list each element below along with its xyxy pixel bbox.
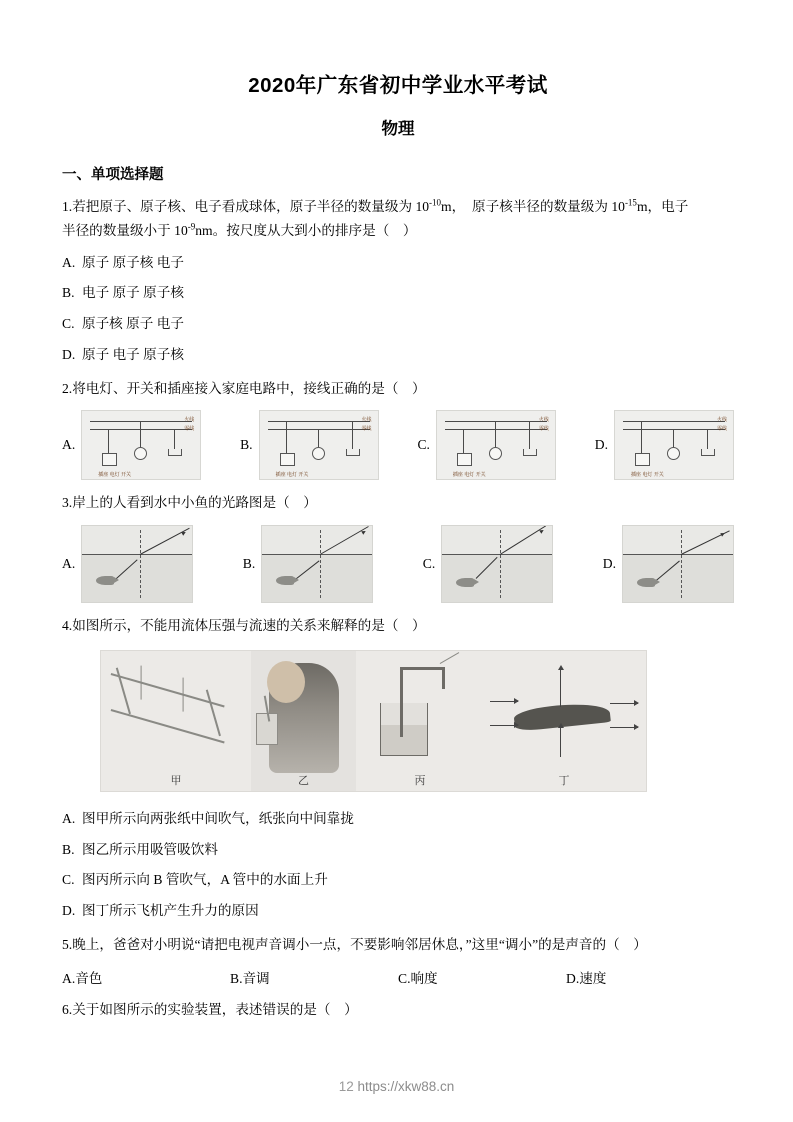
q5-option-a-label: A. — [62, 970, 76, 986]
q3-option-a[interactable] — [62, 525, 193, 603]
q1-option-a[interactable] — [62, 252, 734, 274]
q1-sup2: -15 — [624, 197, 637, 208]
figure-panel-jia — [101, 651, 251, 791]
circuit-diagram-b — [259, 410, 379, 480]
circuit-a-live-label: 火线 — [184, 417, 195, 424]
q1-option-a-label: A. — [62, 254, 76, 270]
circuit-b-neutral-label: 零线 — [361, 426, 372, 433]
q1-option-c-text: 原子核 原子 电子 — [82, 316, 184, 332]
q5-option-b-text: 音调 — [242, 970, 270, 986]
page-number: 12 — [338, 1079, 354, 1094]
q4-option-a[interactable] — [62, 808, 734, 830]
circuit-c-neutral-label: 零线 — [538, 426, 549, 433]
q1-number: 1. — [62, 199, 73, 214]
circuit-b-parts-label: 插座 电灯 开关 — [275, 472, 309, 479]
document-title: 2020年广东省初中学业水平考试 — [248, 74, 548, 97]
q6-number: 6. — [62, 1001, 73, 1017]
question-5-stem — [62, 933, 734, 957]
q5-options-row — [62, 967, 734, 987]
q4-option-c[interactable] — [62, 869, 734, 891]
circuit-c-live-label: 火线 — [538, 417, 549, 424]
document-subtitle: 物理 — [381, 120, 415, 138]
q1-option-c-label: C. — [62, 316, 75, 332]
q1-sup1: -10 — [429, 197, 442, 208]
circuit-diagram-c — [436, 410, 556, 480]
q5-stem-text: 晚上，爸爸对小明说“请把电视声音调小一点，不要影响邻居休息，”这里“调小”的是声音的（ ） — [72, 936, 647, 952]
q2-option-a-label: A. — [62, 437, 76, 453]
q1-stem-part1: 若把原子、原子核、电子看成球体，原子半径的数量级为 10 — [72, 199, 430, 214]
q1-stem-line2-part2: nm。按尺度从大到小的排序是（ ） — [195, 222, 417, 238]
q5-option-c-label: C. — [398, 970, 411, 986]
circuit-d-neutral-label: 零线 — [716, 426, 727, 433]
document-content — [62, 0, 734, 1021]
q1-option-d[interactable] — [62, 344, 734, 366]
q1-option-a-text: 原子 原子核 电子 — [82, 254, 184, 270]
circuit-diagram-d — [614, 410, 734, 480]
q3-option-d[interactable] — [603, 525, 734, 603]
q3-option-d-label: D. — [602, 556, 616, 572]
q2-option-b[interactable] — [240, 410, 378, 480]
q2-figure-row — [62, 410, 734, 480]
q3-option-b-label: B. — [242, 556, 256, 572]
circuit-c-parts-label: 插座 电灯 开关 — [452, 472, 486, 479]
figure-panel-yi — [251, 651, 356, 791]
q4-option-a-text: 图甲所示向两张纸中间吹气，纸张向中间靠拢 — [82, 810, 354, 826]
q1-stem-line2-part1: 半径的数量级小于 10 — [62, 222, 188, 238]
q2-option-d[interactable] — [595, 410, 734, 480]
q5-option-a[interactable] — [62, 967, 230, 987]
footer-watermark: https://xkw88.cn — [357, 1079, 455, 1094]
q2-number: 2. — [62, 380, 73, 396]
circuit-d-live-label: 火线 — [716, 417, 727, 424]
q2-stem-text: 将电灯、开关和插座接入家庭电路中，接线正确的是（ ） — [72, 380, 426, 396]
q3-option-b[interactable] — [243, 525, 373, 603]
question-3-stem — [62, 491, 734, 515]
refraction-diagram-c — [441, 525, 553, 603]
figure-caption-jia: 甲 — [170, 774, 182, 787]
q5-option-b-label: B. — [230, 970, 243, 986]
q1-stem-part2: m， 原子核半径的数量级为 10 — [441, 199, 625, 214]
q4-composite-figure — [100, 650, 647, 792]
q4-option-a-label: A. — [62, 810, 76, 826]
figure-caption-bing: 丙 — [414, 774, 426, 787]
q1-sup3: -9 — [187, 221, 196, 232]
q5-number: 5. — [62, 936, 73, 952]
q4-option-c-label: C. — [62, 872, 75, 888]
q3-stem-text: 岸上的人看到水中小鱼的光路图是（ ） — [72, 495, 317, 511]
q3-option-c[interactable] — [423, 525, 553, 603]
q5-option-c-text: 响度 — [410, 970, 438, 986]
q4-number: 4. — [62, 618, 73, 634]
q1-stem-part3: m，电子 — [636, 199, 689, 214]
q4-option-b[interactable] — [62, 839, 734, 861]
q2-option-c[interactable] — [417, 410, 555, 480]
q1-option-b[interactable] — [62, 282, 734, 304]
figure-panel-bing — [356, 651, 484, 791]
refraction-diagram-b — [261, 525, 373, 603]
q6-stem-text: 关于如图所示的实验装置，表述错误的是（ ） — [72, 1001, 358, 1017]
q5-option-c[interactable] — [398, 967, 566, 987]
refraction-diagram-d — [622, 525, 734, 603]
section-heading: 一、单项选择题 — [62, 167, 164, 183]
figure-caption-yi: 乙 — [298, 774, 309, 787]
q1-option-b-label: B. — [62, 285, 75, 301]
q5-option-d-text: 速度 — [579, 970, 607, 986]
q4-option-b-text: 图乙所示用吸管吸饮料 — [82, 841, 218, 857]
q4-option-c-text: 图丙所示向 B 管吹气，A 管中的水面上升 — [82, 872, 328, 888]
q2-option-c-label: C. — [417, 437, 430, 453]
q2-option-a[interactable] — [62, 410, 201, 480]
q3-option-c-label: C. — [422, 556, 436, 572]
q1-option-b-text: 电子 原子 原子核 — [82, 285, 184, 301]
question-2-stem — [62, 377, 734, 401]
q4-option-d-text: 图丁所示飞机产生升力的原因 — [82, 903, 259, 919]
q5-option-a-text: 音色 — [75, 970, 103, 986]
q1-option-d-text: 原子 电子 原子核 — [82, 346, 184, 362]
circuit-b-live-label: 火线 — [361, 417, 372, 424]
q1-option-c[interactable] — [62, 313, 734, 335]
q1-option-d-label: D. — [62, 346, 76, 362]
q4-option-b-label: B. — [62, 841, 75, 857]
q3-figure-row — [62, 525, 734, 603]
question-4-stem — [62, 614, 734, 638]
figure-caption-ding: 丁 — [558, 774, 570, 787]
question-1-stem — [62, 195, 734, 243]
circuit-d-parts-label: 插座 电灯 开关 — [631, 472, 664, 479]
figure-panel-ding — [484, 651, 644, 791]
circuit-a-neutral-label: 零线 — [184, 426, 195, 433]
refraction-diagram-a — [81, 525, 193, 603]
q3-option-a-label: A. — [62, 556, 76, 572]
q5-option-d-label: D. — [566, 970, 580, 986]
q2-option-d-label: D. — [594, 437, 608, 453]
q5-option-b[interactable] — [230, 967, 398, 987]
q2-option-b-label: B. — [240, 437, 253, 453]
circuit-diagram-a — [81, 410, 201, 480]
page-footer — [0, 1079, 793, 1094]
q4-stem-text: 如图所示，不能用流体压强与流速的关系来解释的是（ ） — [72, 618, 426, 634]
q5-option-d[interactable] — [566, 967, 734, 987]
q4-option-d[interactable] — [62, 900, 734, 922]
circuit-a-parts-label: 插座 电灯 开关 — [98, 472, 131, 479]
q3-number: 3. — [62, 495, 73, 511]
q4-option-d-label: D. — [62, 903, 76, 919]
question-6-stem — [62, 998, 734, 1022]
